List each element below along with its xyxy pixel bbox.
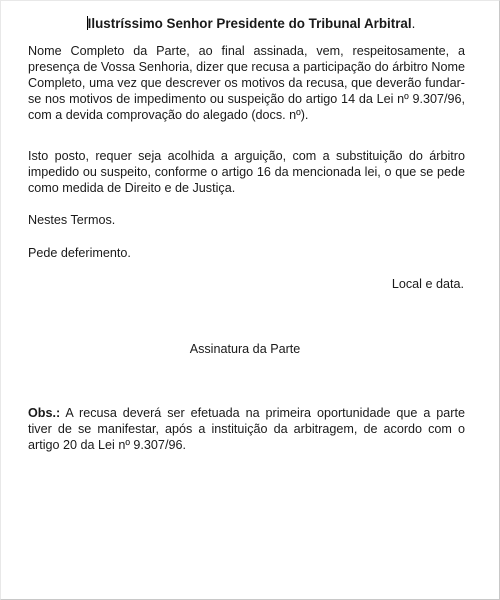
observation-label: Obs.: bbox=[28, 406, 61, 420]
document-heading bbox=[1, 15, 500, 33]
heading-title: Ilustríssimo Senhor Presidente do Tribunal Arbitral bbox=[87, 16, 412, 31]
closing-terms: Nestes Termos. bbox=[28, 213, 116, 227]
observation-note bbox=[28, 405, 465, 453]
body-paragraph-petition: Isto posto, requer seja acolhida a arguição, com a substituição do árbitro impedido ou suspeito, conforme o artigo 16 da mencionada lei, o que se pede como medida de Direito e de Justiça. bbox=[28, 149, 465, 195]
signature-line: Assinatura da Parte bbox=[189, 342, 301, 356]
observation-text: A recusa deverá ser efetuada na primeira oportunidade que a parte tiver de se manifestar, após a instituição da arbitragem, de acordo com o artigo 20 da Lei nº 9.307/96. bbox=[28, 406, 465, 452]
closing-request: Pede deferimento. bbox=[28, 246, 131, 260]
heading-period: . bbox=[411, 16, 416, 31]
place-and-date: Local e data. bbox=[391, 277, 464, 291]
body-paragraph-request: Nome Completo da Parte, ao final assinada, vem, respeitosamente, a presença de Vossa Senhoria, dizer que recusa a participação do árbitro Nome Completo, uma vez que descrever os motivos da recusa, que deverão fundar-se nos motivos de impedimento ou suspeição do artigo 14 da Lei nº 9.307/96, com a devida comprovação do alegado (docs. nº). bbox=[28, 44, 465, 122]
